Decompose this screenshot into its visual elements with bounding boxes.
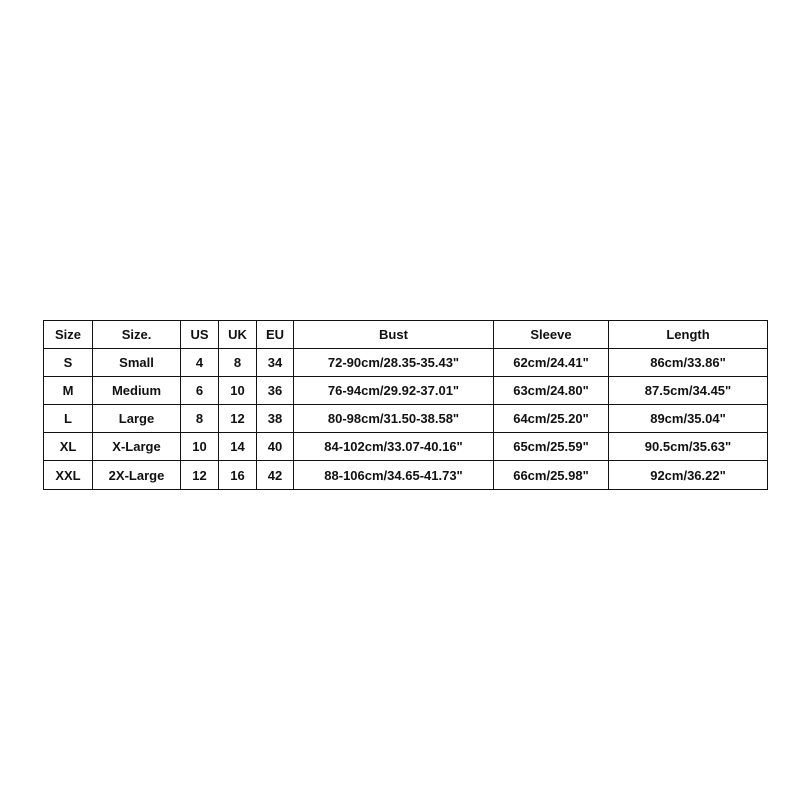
cell-length: 90.5cm/35.63" <box>609 433 768 461</box>
cell-bust: 88-106cm/34.65-41.73" <box>294 461 494 490</box>
cell-sleeve: 65cm/25.59" <box>494 433 609 461</box>
cell-length: 86cm/33.86" <box>609 349 768 377</box>
header-eu: EU <box>257 321 294 349</box>
cell-bust: 72-90cm/28.35-35.43" <box>294 349 494 377</box>
cell-us: 4 <box>181 349 219 377</box>
cell-length: 92cm/36.22" <box>609 461 768 490</box>
table-row <box>44 405 768 433</box>
cell-us: 12 <box>181 461 219 490</box>
header-size: Size <box>44 321 93 349</box>
header-sleeve: Sleeve <box>494 321 609 349</box>
cell-uk: 10 <box>219 377 257 405</box>
cell-sleeve: 62cm/24.41" <box>494 349 609 377</box>
cell-size-name: X-Large <box>93 433 181 461</box>
cell-uk: 14 <box>219 433 257 461</box>
cell-bust: 76-94cm/29.92-37.01" <box>294 377 494 405</box>
cell-size: L <box>44 405 93 433</box>
cell-size: XL <box>44 433 93 461</box>
cell-size-name: 2X-Large <box>93 461 181 490</box>
cell-size: S <box>44 349 93 377</box>
cell-length: 87.5cm/34.45" <box>609 377 768 405</box>
size-chart-table <box>43 320 768 490</box>
table-row <box>44 433 768 461</box>
cell-size: XXL <box>44 461 93 490</box>
header-length: Length <box>609 321 768 349</box>
cell-eu: 40 <box>257 433 294 461</box>
cell-us: 6 <box>181 377 219 405</box>
cell-us: 10 <box>181 433 219 461</box>
header-bust: Bust <box>294 321 494 349</box>
cell-eu: 38 <box>257 405 294 433</box>
cell-size-name: Medium <box>93 377 181 405</box>
cell-uk: 16 <box>219 461 257 490</box>
cell-bust: 84-102cm/33.07-40.16" <box>294 433 494 461</box>
cell-length: 89cm/35.04" <box>609 405 768 433</box>
table-row <box>44 377 768 405</box>
cell-bust: 80-98cm/31.50-38.58" <box>294 405 494 433</box>
cell-eu: 34 <box>257 349 294 377</box>
cell-uk: 12 <box>219 405 257 433</box>
table-row <box>44 349 768 377</box>
cell-sleeve: 66cm/25.98" <box>494 461 609 490</box>
header-uk: UK <box>219 321 257 349</box>
cell-eu: 42 <box>257 461 294 490</box>
cell-size-name: Large <box>93 405 181 433</box>
cell-eu: 36 <box>257 377 294 405</box>
header-size-name: Size. <box>93 321 181 349</box>
cell-sleeve: 63cm/24.80" <box>494 377 609 405</box>
cell-uk: 8 <box>219 349 257 377</box>
table-header-row <box>44 321 768 349</box>
table-row <box>44 461 768 490</box>
cell-size-name: Small <box>93 349 181 377</box>
cell-sleeve: 64cm/25.20" <box>494 405 609 433</box>
header-us: US <box>181 321 219 349</box>
cell-us: 8 <box>181 405 219 433</box>
cell-size: M <box>44 377 93 405</box>
